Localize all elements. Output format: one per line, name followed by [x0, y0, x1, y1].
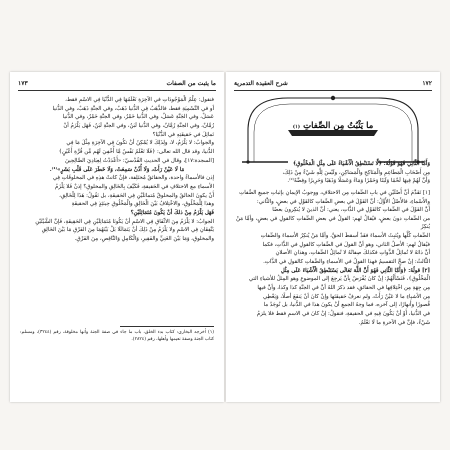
text-line: شَيْءٌ، فإنَّ في الآخرةِ ما لَا نَعْلَمُ. — [358, 319, 430, 326]
text-line: الْمَخْلُوقِ﴾، فَنَسْأَلُهُمْ: إنْ كانَ يُفْرَضُ بِأنَّ يَرجِعَ إلى الموضوعِ وهو المِثلُ للأشياءِ التي — [248, 276, 430, 283]
text-line: إذن فالأسماءُ واحدة، والحقائقُ مُختَلِفة، فإنْ كانتْ هذِهِ في المخلوقَاتِ فِي — [52, 175, 214, 182]
page-body — [236, 160, 430, 327]
text-line: مِن جِهَةِ مِن اخْتِلافِها في الحقائقِ، فقد ذكرَ اللهُ أنَّ في الجنَّةِ كذا وكذا، وأنَّ فيها — [257, 285, 430, 292]
question-line: فَهَل يَلْزَمُ مِنْ ذلكَ أنْ يَكُونَ مُتَمَاثِلَيْنِ؟ — [130, 209, 214, 216]
text-line: فيُقالُ لهم: الأصلُ الثاني، وهو أنَّ القولَ في الصِّفاتِ كالقولِ في الذَّاتِ، فكما — [262, 241, 430, 248]
text-line: مِن الأشياءِ ما لا عَيْنٌ رَأَتْ، ولم نعرفْ حَقيقَتَها وإنْ كانَ أنْ يَنفَعَ أصلًا، وَيَعْطِي — [262, 293, 430, 300]
text-line: وهذا لِلْمَخْلُوقِ، والاخْتِلافُ بَيْنَ الْخَالِقِ والْمَخْلُوقِ حِينَئِذٍ فِي الحقيقَةِ — [71, 201, 214, 208]
left-page — [10, 72, 224, 402]
text-line: أَنْ يكونَ الخالقُ والمخلوقُ مُتماثلَيْنِ فِي الحَقيقَةِ، بل نَقُولُ: هَذَا لِلْخَالِقِ، — [59, 192, 214, 199]
text-line: الثَّالثُ: إنْ صحَّ التقسيمُ فهذا القولُ في الأسماءِ والصِّفاتِ كالقولِ في الذَّاتِ. — [263, 258, 430, 265]
text-line: أَنَّ القَوْلَ في الصِّفاتِ كالقَوْلِ في الذَّاتِ، يعني: أنَّ الذينَ لا يُنكِرونَ بعضًا — [272, 207, 430, 214]
footnote-separator — [120, 326, 214, 327]
intro-line: وَأَمَّا الثَّانِي فَهُوَ قَوْلُهُ: ﴿لَّا تَسْتَنْطِقُ الْأَشْيَاءُ عَلَى مِثْلِ الْمَخْلُوقِ﴾ — [293, 161, 430, 167]
text-line: في الدُّنيا، أَوْ أنْ يَكُونَ فِيهِ في الحقيقةِ، فنقولُ: إنْ كانَ في الاسمِ فقط فلا يلزمُ — [256, 311, 430, 318]
text-line: عَسَلٌ، وفي الجَنَّةِ عَسَلٌ، وفي الدُّنيا خَمْرٌ، وفي الجنَّةِ خَمْرٌ، وفي الدُّنيا — [62, 114, 214, 121]
text-line: من الصِّفاتِ دونَ بعضٍ، فيُقالُ لهم: القولُ في بعضِ الصِّفاتِ كالقولِ في بعضٍ، وأمَّا مَنْ يُنكِرُ — [236, 216, 430, 231]
text-line: تَماثِلَ في حَقيقَتِهِ في الدُّنْيَا؟ — [152, 131, 214, 138]
page-number: ١٧٢ — [422, 79, 432, 87]
text-line: الأسماءِ مع الاختلافِ في الحَقيقةِ، فَكَيْفَ بِالخَالِقِ والمخلوقِ؟ إذنْ فَلا يَلْزَمُ — [54, 183, 214, 190]
text-line: مِن أَصْحَابِ الْمَطَاعِمِ والْمَنَاكِحِ والْمَسَاكِنِ، ولَيْسَ لِلَّهِ شَيْءٌ مِنْ ذَلِكَ، — [282, 169, 430, 176]
text-line: [١] تَقَدَّمَ أنَّ أَصْلَيْنِ في بابِ الصِّفاتِ مِن الاختلافِ، ووجوبُ الإيمانِ بإثباتِ جميعِ الصِّفاتِ — [239, 190, 430, 197]
chapter-note: (١) — [292, 124, 301, 130]
page-body — [20, 96, 214, 244]
quote-line: مَا لَا عَيْنٌ رَأَتْ، وَلَا أُذُنٌ سَمِعَتْ، وَلَا خَطَرَ عَلَى قَلْبِ بَشَرٍ»⁽¹⁾. — [49, 166, 185, 173]
text-line: الجوابُ: لا يَلْزَمُ مِنَ الاتِّفَاقِ فِي الاسْمِ أنْ يَكُونَا مُتَمَاثِلَيْنِ فِي الحَقِيقَةِ، فَإنَّ الشَّيْئَيْنِ — [35, 218, 214, 225]
chapter-title: ما يَثْبُتُ مِن الصِّفاتِ (١) — [292, 121, 374, 131]
page-header — [18, 78, 216, 91]
text-line: والمخلوقِ، وَمَا بَيْنَ الغَنِيِّ والفَقِيرِ، وَالْكَامِلِ وَالنَّاقِصِ، مِنَ الفَرْقِ. — [74, 236, 214, 242]
text-line: الدُّنيا، وقد قال الله تعالى: ﴿فَلَا تَعْلَمُ نَفْسٌ مَّا أُخْفِيَ لَهُم مِّن قُرَّةِ أَعْيُنٍ﴾ — [58, 149, 214, 156]
text-line: وَأَنَّ لَهُمْ فِيهَا لَحْمًا وَلَبَنًا وَخَمْرًا وَمَاءً وَعَسَلًا وَذَهَبًا وَحَرِيرًا وفِضَّةً⁽²⁾. — [287, 178, 430, 185]
right-page — [226, 72, 440, 402]
text-line: [السجدة:١٧]، وقال في الحديثِ القُدْسيّ: «أَعْدَدْتُ لِعِبَادِيَ الصَّالِحِينَ — [65, 157, 214, 164]
text-line: رُمَّانٌ، وفي الجنَّةِ رُمَّانٌ، وفي الدُّنيا لَبَنٌ، وفي الجنَّةِ لَبَنٌ، فَهَل يَلْزَمُ أنْ — [63, 123, 214, 130]
page-number: ١٧٣ — [18, 79, 28, 87]
text-line: أنَّ ذاتَهُ لا تُماثِلُ الذَّواتِ فكذلكَ صِفاتُهُ لا تُماثِلُ الصِّفاتِ، وهذانِ الأصلانِ — [275, 250, 430, 257]
text-line: قُصورًا وأَنهارًا، إلى آخره، فما وجهُ الجمعِ أنْ يكونَ هذا في الدُّنيا، بل نُوجَدُ ما — [263, 302, 430, 309]
text-line: يَتَّفِقَانِ فِي الاسْمِ ولا يَلْزَمُ مِنْ ذَلِكَ أنْ يَتَمَاثَلَا بَلْ بَيْنَهُمَا مِنَ الفَرْقِ مَا بَيْنَ الخَالِقِ — [41, 227, 214, 234]
text-line: [٢] قولُهُ: ﴿وَأَمَّا الثَّانِي فَهُوَ أَنَّ اللَّهَ تَعَالَى يَسْتَنْطِقُ الْأَشْيَاءَ عَلَى مِثْلِ — [280, 267, 430, 274]
running-head: شرح العقيدة التدمرية — [234, 79, 288, 87]
footnote: (١) أخرجه البخاري: كتاب بدء الخلق، باب ما جاء في صفة الجنة وأنها مخلوقة، رقم (٣٢٤٤)، ومسلم: كتاب الجنة وصفة نعيمها وأهلها، رقم (٢٨٢٤). — [20, 330, 214, 342]
running-head: ما يثبت من الصفات — [166, 79, 216, 87]
text-line: أو في التَّسْمِيَةِ فقط، فالذَّهَبُ فِي الدُّنيا ذَهَبٌ، وفي الجنَّةِ ذَهَبٌ، وفي الدُّنيا — [52, 105, 214, 112]
text-line: والجوابُ: لا يَلْزَمُ، لا، ولِذَلِكَ لا يُمْكِنُ أنْ تكُونَ فِي الآخِرَةِ مِثْلَ مَا فِي — [66, 140, 214, 147]
text-line: فنقول: عِلْمُ الْمَوْجُودَاتِ في الآخِرَةِ نَعْلَمُهَا فِي الدُّنْيَا فِي الاسْمِ فقط، — [65, 97, 214, 103]
text-line: الصِّفاتِ كُلَّها ويُثبِتُ الأسماءَ فقَدْ أسقطَ الحقَّ، وأمَّا مَنْ يُنكِرُ الأسماءَ والصِّفاتِ — [260, 232, 430, 239]
text-line: والأَسْماءِ، فالأَصْلُ الأَوَّلُ: أنَّ القَوْلَ في بعضِ الصِّفاتِ كالقَوْلِ في بعضٍ، والثَّاني: — [256, 198, 430, 205]
